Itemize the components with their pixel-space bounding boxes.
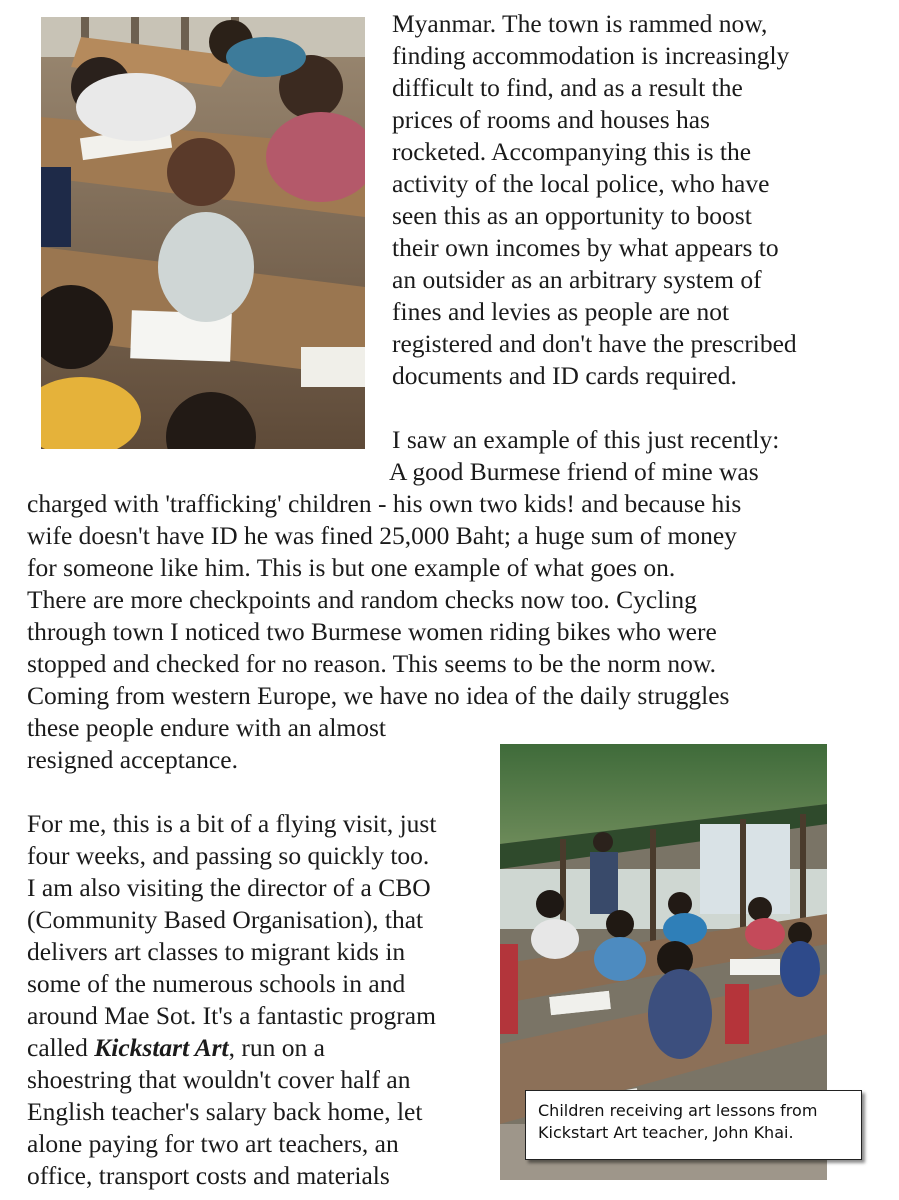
text-line: alone paying for two art teachers, an bbox=[27, 1129, 399, 1158]
text-line: activity of the local police, who have bbox=[392, 169, 770, 198]
text-line: documents and ID cards required. bbox=[392, 361, 737, 390]
text-line: For me, this is a bit of a flying visit, just bbox=[27, 809, 437, 838]
photo-caption bbox=[525, 1090, 862, 1160]
text-line: an outsider as an arbitrary system of bbox=[392, 265, 762, 294]
text-line: resigned acceptance. bbox=[27, 745, 238, 774]
text-line: A good Burmese friend of mine was bbox=[389, 457, 759, 486]
text-line-called bbox=[27, 1032, 325, 1064]
caption-line-2: Kickstart Art teacher, John Khai. bbox=[538, 1123, 794, 1142]
text-line: fines and levies as people are not bbox=[392, 297, 730, 326]
text-line: some of the numerous schools in and bbox=[27, 969, 406, 998]
text-line: I am also visiting the director of a CBO bbox=[27, 873, 431, 902]
text-line: charged with 'trafficking' children - his own two kids! and because his bbox=[27, 489, 742, 518]
text-line: (Community Based Organisation), that bbox=[27, 905, 424, 934]
text-line: around Mae Sot. It's a fantastic program bbox=[27, 1001, 436, 1030]
text-line: registered and don't have the prescribed bbox=[392, 329, 797, 358]
text-line: prices of rooms and houses has bbox=[392, 105, 710, 134]
text-line: their own incomes by what appears to bbox=[392, 233, 779, 262]
text-line: difficult to find, and as a result the bbox=[392, 73, 743, 102]
text-line: seen this as an opportunity to boost bbox=[392, 201, 752, 230]
text-line: these people endure with an almost bbox=[27, 713, 387, 742]
text-line: Coming from western Europe, we have no idea of the daily struggles bbox=[27, 681, 730, 710]
text-line: shoestring that wouldn't cover half an bbox=[27, 1065, 411, 1094]
text-line: English teacher's salary back home, let bbox=[27, 1097, 423, 1126]
text-line: delivers art classes to migrant kids in bbox=[27, 937, 406, 966]
caption-line-1: Children receiving art lessons from bbox=[538, 1101, 818, 1120]
kickstart-art-emphasis: Kickstart Art bbox=[94, 1033, 229, 1062]
text-line: stopped and checked for no reason. This seems to be the norm now. bbox=[27, 649, 717, 678]
text-line: finding accommodation is increasingly bbox=[392, 41, 790, 70]
called-suffix: , run on a bbox=[228, 1033, 325, 1062]
photo-children-drawing bbox=[41, 17, 365, 449]
text-line: for someone like him. This is but one example of what goes on. bbox=[27, 553, 676, 582]
text-line: Myanmar. The town is rammed now, bbox=[392, 9, 768, 38]
called-prefix: called bbox=[27, 1033, 95, 1062]
text-line: office, transport costs and materials bbox=[27, 1161, 390, 1190]
text-line: wife doesn't have ID he was fined 25,000 Baht; a huge sum of money bbox=[27, 521, 737, 550]
text-line: four weeks, and passing so quickly too. bbox=[27, 841, 430, 870]
text-line: through town I noticed two Burmese women riding bikes who were bbox=[27, 617, 717, 646]
text-line: There are more checkpoints and random checks now too. Cycling bbox=[27, 585, 697, 614]
text-line: rocketed. Accompanying this is the bbox=[392, 137, 752, 166]
text-line: I saw an example of this just recently: bbox=[392, 425, 780, 454]
